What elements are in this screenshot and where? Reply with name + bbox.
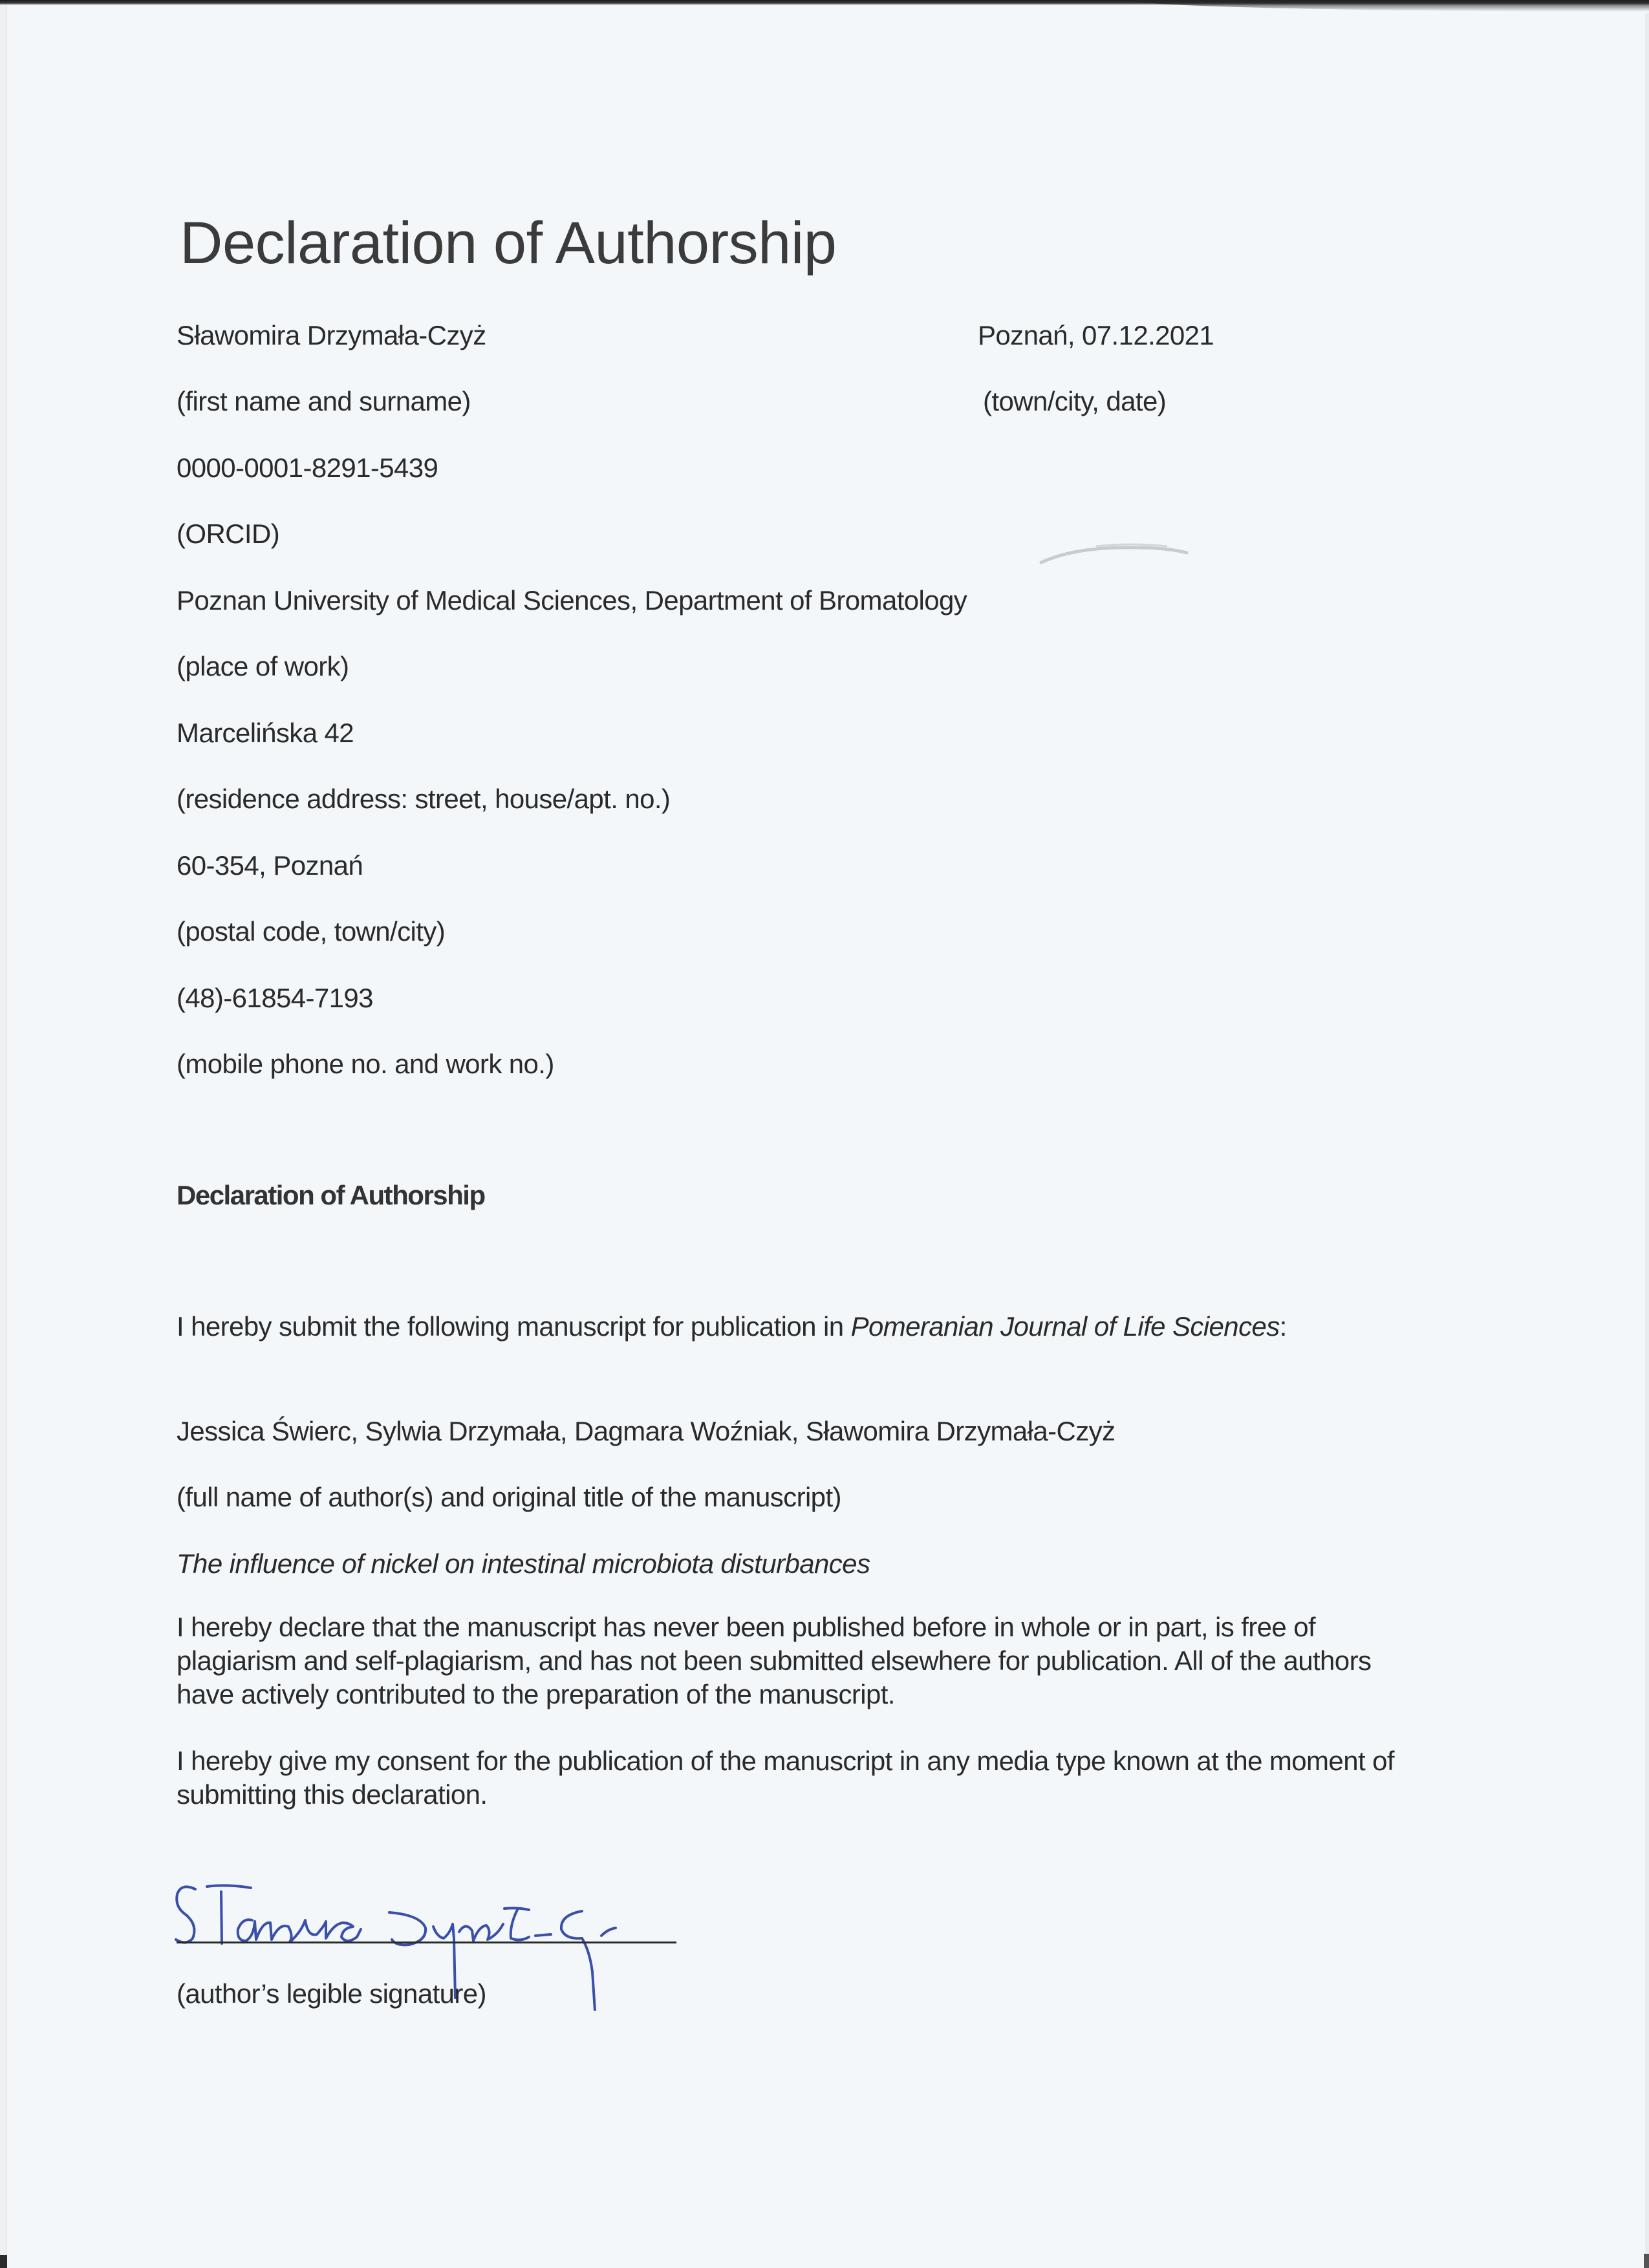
address-label: (residence address: street, house/apt. no.) — [177, 784, 671, 814]
authors-label: (full name of author(s) and original title of the manuscript) — [177, 1482, 841, 1512]
author-name: Sławomira Drzymała-Czyż — [177, 320, 486, 350]
postal-value: 60-354, Poznań — [177, 850, 363, 881]
submission-intro-end: : — [1279, 1311, 1287, 1342]
declaration-paragraph: I hereby declare that the manuscript has never been published before in whole or in part, is free of plagiarism and self-plagiarism, and has not been submitted elsewhere for publication. All of the authors have actively contributed to the preparation of the manuscript. — [177, 1612, 1372, 1709]
manuscript-title: The influence of nickel on intestinal microbiota disturbances — [177, 1548, 870, 1579]
scan-corner-bottom-left — [0, 2255, 7, 2268]
phone-value: (48)-61854-7193 — [177, 983, 373, 1013]
scan-corner-bottom-right — [1644, 2254, 1649, 2268]
page-title: Declaration of Authorship — [180, 210, 837, 276]
signature-line — [177, 1942, 676, 1943]
submission-intro-text: I hereby submit the following manuscript for publication in — [177, 1311, 851, 1342]
section-heading: Declaration of Authorship — [177, 1180, 485, 1210]
address-value: Marcelińska 42 — [177, 718, 354, 748]
orcid-value: 0000-0001-8291-5439 — [177, 453, 438, 483]
submission-intro — [177, 1310, 1405, 1343]
place-date: Poznań, 07.12.2021 — [978, 320, 1214, 350]
place-date-label: (town/city, date) — [983, 386, 1167, 416]
journal-name: Pomeranian Journal of Life Sciences — [850, 1311, 1280, 1342]
scan-edge-right — [1645, 13, 1649, 2268]
orcid-label: (ORCID) — [177, 519, 280, 549]
scan-shadow-top-right — [1132, 0, 1649, 12]
pencil-mark — [1038, 540, 1219, 566]
workplace-label: (place of work) — [177, 651, 349, 681]
workplace-value: Poznan University of Medical Sciences, Department of Bromatology — [177, 585, 967, 615]
phone-label: (mobile phone no. and work no.) — [177, 1049, 554, 1079]
authors-list: Jessica Świerc, Sylwia Drzymała, Dagmara Woźniak, Sławomira Drzymała-Czyż — [177, 1416, 1116, 1446]
scan-edge-left — [0, 0, 7, 2268]
author-name-label: (first name and surname) — [177, 386, 471, 416]
signature-label: (author’s legible signature) — [177, 1978, 486, 2009]
postal-label: (postal code, town/city) — [177, 916, 446, 947]
consent-paragraph: I hereby give my consent for the publication of the manuscript in any media type known at the moment of submitting this declaration. — [177, 1746, 1394, 1810]
